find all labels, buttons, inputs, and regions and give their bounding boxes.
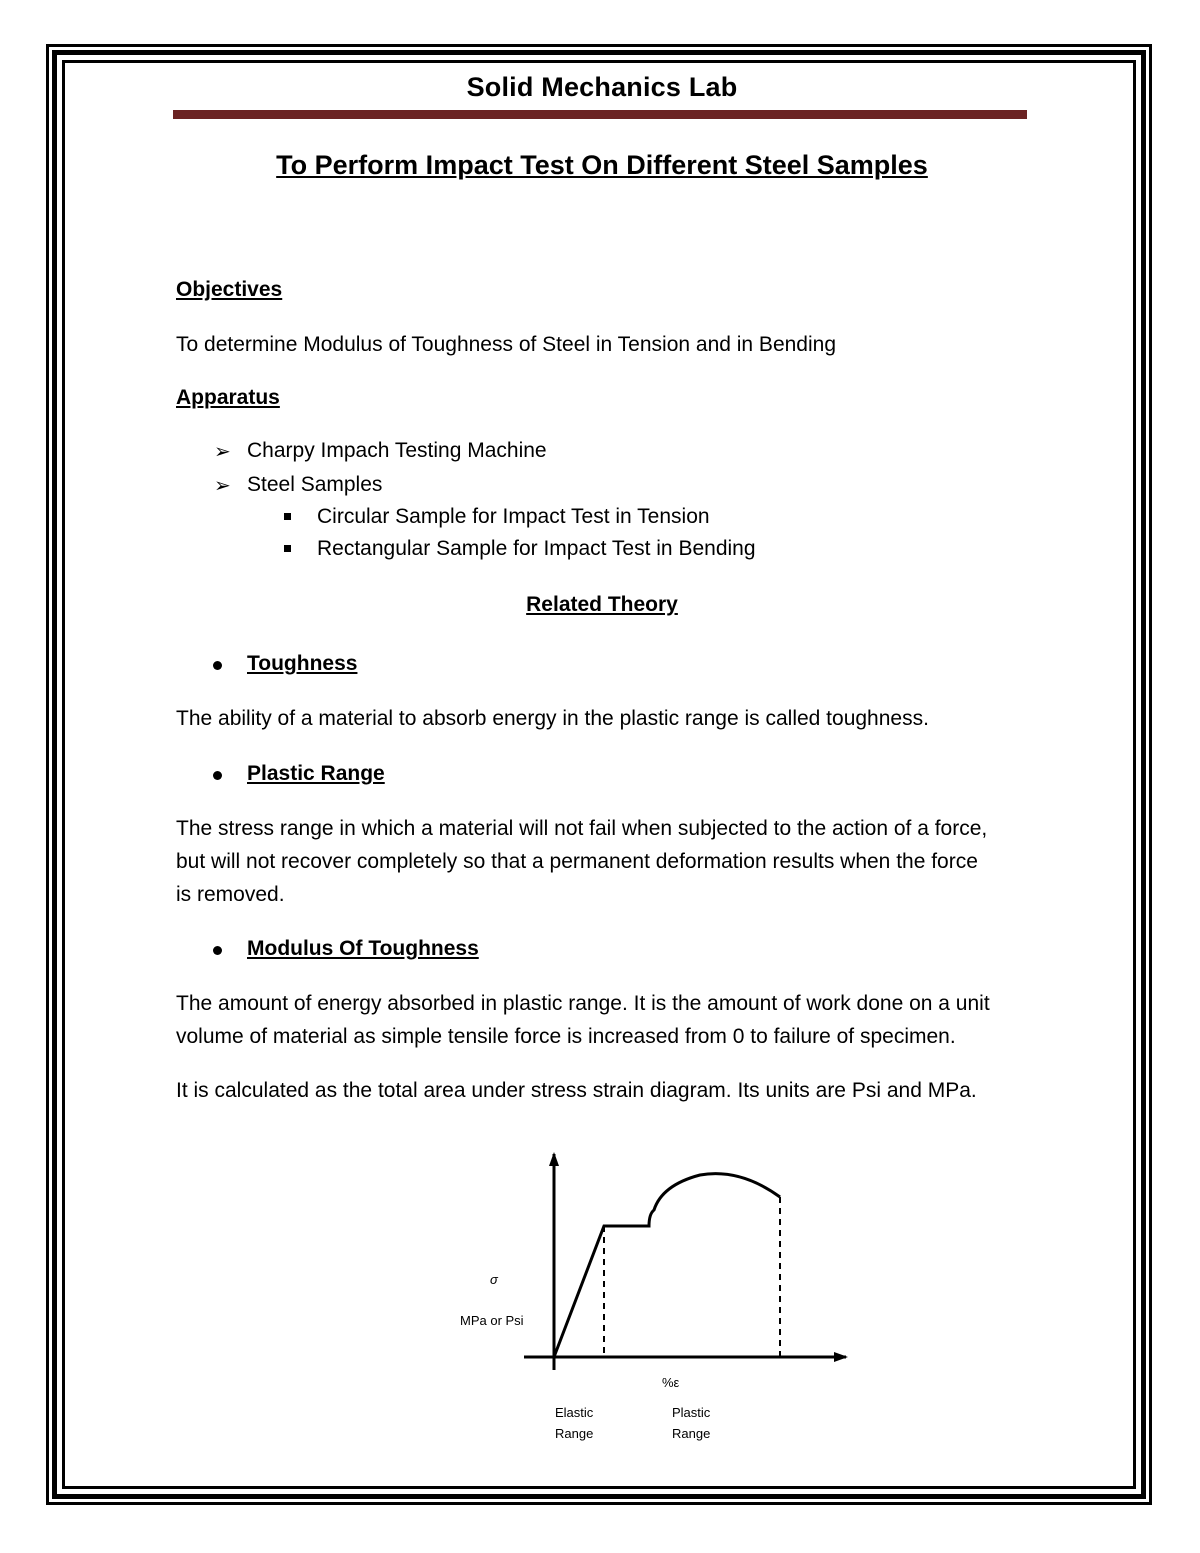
apparatus-sub-item: Rectangular Sample for Impact Test in Bending bbox=[317, 537, 756, 560]
arrow-bullet-icon: ➢ bbox=[214, 441, 231, 463]
plastic-range-label bbox=[672, 1402, 710, 1444]
text-line: but will not recover completely so that a permanent deformation results when the force bbox=[176, 850, 978, 873]
toughness-heading: Toughness bbox=[247, 652, 358, 675]
apparatus-sub-item: Circular Sample for Impact Test in Tension bbox=[317, 505, 710, 528]
text-line: The stress range in which a material will not fail when subjected to the action of a force, bbox=[176, 817, 988, 840]
related-theory-heading: Related Theory bbox=[526, 593, 678, 616]
modulus-heading: Modulus Of Toughness bbox=[247, 937, 479, 960]
stress-strain-svg bbox=[440, 1140, 870, 1460]
square-bullet-icon bbox=[284, 513, 291, 520]
objectives-text: To determine Modulus of Toughness of Steel in Tension and in Bending bbox=[176, 333, 837, 356]
stress-strain-curve bbox=[554, 1174, 780, 1357]
text-line: The amount of energy absorbed in plastic range. It is the amount of work done on a unit bbox=[176, 992, 990, 1015]
y-axis-units: MPa or Psi bbox=[460, 1313, 524, 1328]
square-bullet-icon bbox=[284, 545, 291, 552]
x-axis-label: %ε bbox=[662, 1375, 680, 1390]
text-line: is removed. bbox=[176, 883, 285, 906]
apparatus-item: Charpy Impach Testing Machine bbox=[247, 439, 547, 462]
label-line: Range bbox=[555, 1426, 594, 1441]
modulus-calc-text: It is calculated as the total area under stress strain diagram. Its units are Psi and MPa. bbox=[176, 1079, 977, 1102]
modulus-text bbox=[176, 987, 1032, 1053]
round-bullet-icon bbox=[213, 946, 222, 955]
label-line: Elastic bbox=[555, 1405, 594, 1420]
label-line: Plastic bbox=[672, 1405, 711, 1420]
y-axis-symbol: σ bbox=[490, 1272, 498, 1287]
plastic-range-text bbox=[176, 812, 1032, 911]
header-lab-name: Solid Mechanics Lab bbox=[466, 72, 738, 102]
round-bullet-icon bbox=[213, 661, 222, 670]
stress-strain-diagram bbox=[440, 1140, 870, 1460]
apparatus-item: Steel Samples bbox=[247, 473, 383, 496]
round-bullet-icon bbox=[213, 771, 222, 780]
toughness-text: The ability of a material to absorb energy in the plastic range is called toughness. bbox=[176, 707, 929, 730]
plastic-range-heading: Plastic Range bbox=[247, 762, 385, 785]
elastic-range-label bbox=[555, 1402, 593, 1444]
text-line: volume of material as simple tensile force is increased from 0 to failure of specimen. bbox=[176, 1025, 956, 1048]
apparatus-heading: Apparatus bbox=[176, 386, 280, 409]
header-rule bbox=[173, 110, 1027, 119]
label-line: Range bbox=[672, 1426, 711, 1441]
objectives-heading: Objectives bbox=[176, 278, 283, 301]
document-title: To Perform Impact Test On Different Steel Samples bbox=[276, 150, 928, 180]
arrow-bullet-icon: ➢ bbox=[214, 475, 231, 497]
